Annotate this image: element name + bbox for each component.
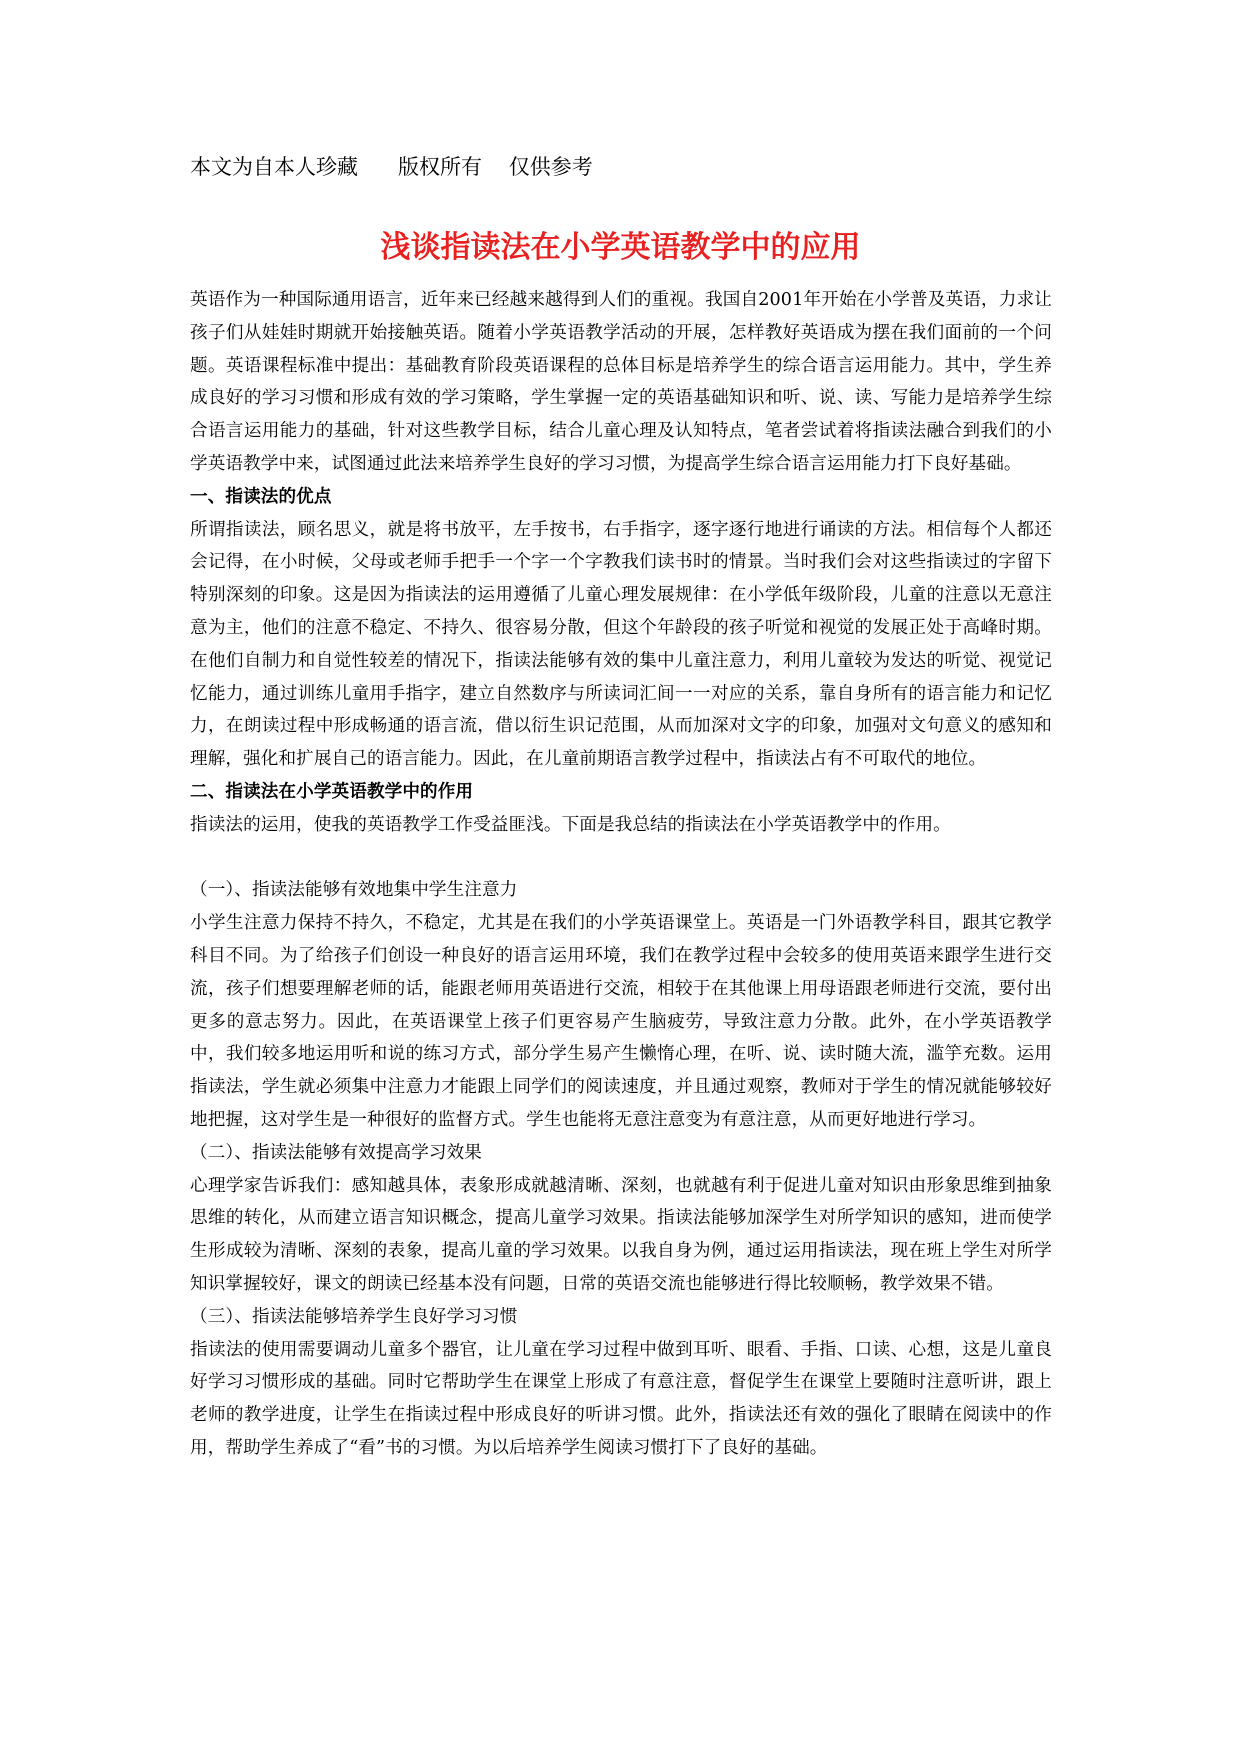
section-heading-1: 一、指读法的优点 bbox=[190, 486, 332, 507]
intro-paragraph: 英语作为一种国际通用语言，近年来已经越来越得到人们的重视。我国自2001年开始在小学普及英语，力求让孩子们从娃娃时期就开始接触英语。随着小学英语教学活动的开展，怎样教好英语成为摆在我们面前的一个问题。英语课程标准中提出：基础教育阶段英语课程的总体目标是培养学生的综合语言运用能力。其中，学生养成良好的学习习惯和形成有效的学习策略，学生掌握一定的英语基础知识和听、说、读、写能力是培养学生综合语言运用能力的基础，针对这些教学目标，结合儿童心理及认知特点，笔者尝试着将指读法融合到我们的小学英语教学中来，试图通过此法来培养学生良好的学习习惯，为提高学生综合语言运用能力打下良好基础。 bbox=[190, 290, 1052, 474]
document-title: 浅谈指读法在小学英语教学中的应用 bbox=[380, 230, 861, 265]
subsection-heading-2: （二）、指读法能够有效提高学习效果 bbox=[190, 1142, 482, 1163]
subsection-3-paragraph: 指读法的使用需要调动儿童多个器官，让儿童在学习过程中做到耳听、眼看、手指、口读、心想，这是儿童良好学习习惯形成的基础。同时它帮助学生在课堂上形成了有意注意，督促学生在课堂上要随时注意听讲，跟上老师的教学进度，让学生在指读过程中形成良好的听讲习惯。此外，指读法还有效的强化了眼睛在阅读中的作用，帮助学生养成了“看”书的习惯。为以后培养学生阅读习惯打下了良好的基础。 bbox=[190, 1339, 1052, 1458]
subsection-heading-1: （一）、指读法能够有效地集中学生注意力 bbox=[190, 880, 518, 901]
section-heading-2: 二、指读法在小学英语教学中的作用 bbox=[190, 781, 474, 802]
subsection-1-paragraph: 小学生注意力保持不持久，不稳定，尤其是在我们的小学英语课堂上。英语是一门外语教学科目，跟其它教学科目不同。为了给孩子们创设一种良好的语言运用环境，我们在教学过程中会较多的使用英语来跟学生进行交流，孩子们想要理解老师的话，能跟老师用英语进行交流，相较于在其他课上用母语跟老师进行交流，要付出更多的意志努力。因此，在英语课堂上孩子们更容易产生脑疲劳，导致注意力分散。此外，在小学英语教学中，我们较多地运用听和说的练习方式，部分学生易产生懒惰心理，在听、说、读时随大流，滥竽充数。运用指读法，学生就必须集中注意力才能跟上同学们的阅读速度，并且通过观察，教师对于学生的情况就能够较好地把握，这对学生是一种很好的监督方式。学生也能将无意注意变为有意注意，从而更好地进行学习。 bbox=[190, 913, 1052, 1130]
copyright-note: 本文为自本人珍藏 版权所有 仅供参考 bbox=[190, 155, 593, 179]
subsection-2-paragraph: 心理学家告诉我们：感知越具体，表象形成就越清晰、深刻，也就越有利于促进儿童对知识由形象思维到抽象思维的转化，从而建立语言知识概念，提高儿童学习效果。指读法能够加深学生对所学知识的感知，进而使学生形成较为清晰、深刻的表象，提高儿童的学习效果。以我自身为例，通过运用指读法，现在班上学生对所学知识掌握较好，课文的朗读已经基本没有问题，日常的英语交流也能够进行得比较顺畅，教学效果不错。 bbox=[190, 1175, 1052, 1294]
blank-line bbox=[190, 842, 1052, 875]
section-2-paragraph: 指读法的运用，使我的英语教学工作受益匪浅。下面是我总结的指读法在小学英语教学中的作用。 bbox=[190, 814, 951, 835]
section-1-paragraph: 所谓指读法，顾名思义，就是将书放平，左手按书，右手指字，逐字逐行地进行诵读的方法。相信每个人都还会记得，在小时候，父母或老师手把手一个字一个字教我们读书时的情景。当时我们会对这些指读过的字留下特别深刻的印象。这是因为指读法的运用遵循了儿童心理发展规律：在小学低年级阶段，儿童的注意以无意注意为主，他们的注意不稳定、不持久、很容易分散，但这个年龄段的孩子听觉和视觉的发展正处于高峰时期。在他们自制力和自觉性较差的情况下，指读法能够有效的集中儿童注意力，利用儿童较为发达的听觉、视觉记忆能力，通过训练儿童用手指字，建立自然数序与所读词汇间一一对应的关系，靠自身所有的语言能力和记忆力，在朗读过程中形成畅通的语言流，借以衍生识记范围，从而加深对文字的印象，加强对文句意义的感知和理解，强化和扩展自己的语言能力。因此，在儿童前期语言教学过程中，指读法占有不可取代的地位。 bbox=[190, 519, 1052, 770]
document-body bbox=[190, 284, 1052, 1465]
subsection-heading-3: （三）、指读法能够培养学生良好学习习惯 bbox=[190, 1306, 518, 1327]
